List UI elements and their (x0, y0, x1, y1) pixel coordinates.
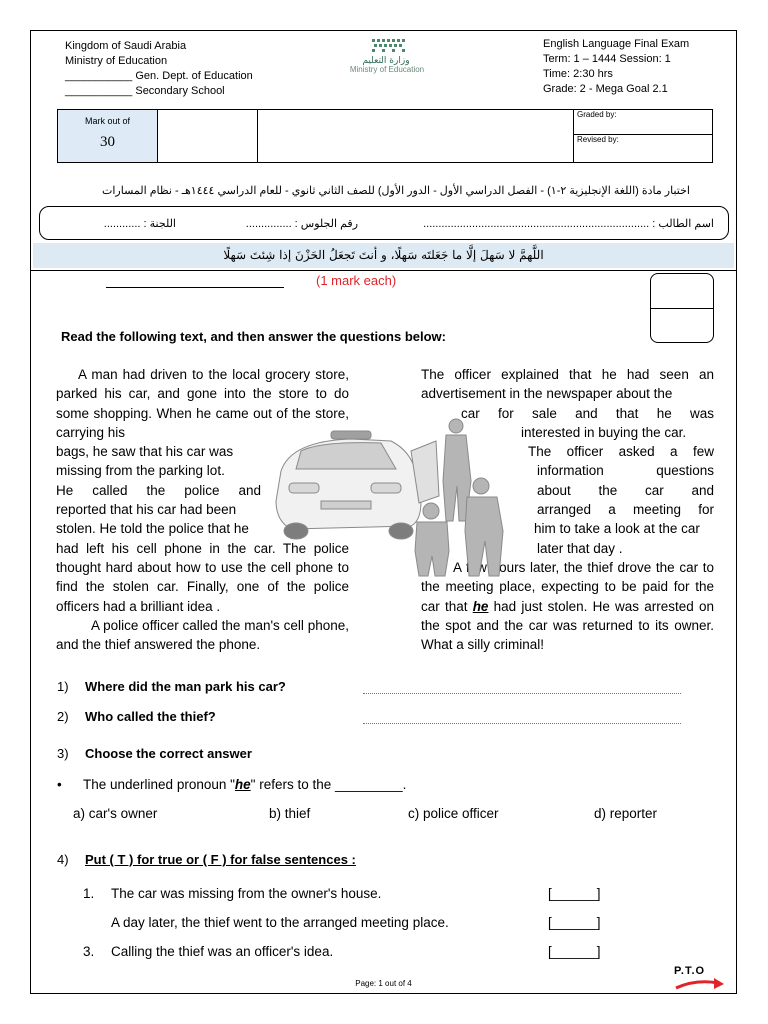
q3-options (31, 806, 736, 826)
seat-number-field[interactable]: رقم الجلوس : ............... (245, 218, 358, 230)
tf-text: A day later, the thief went to the arranged meeting place. (111, 915, 449, 930)
passage-line: reported that his car had been (56, 502, 237, 518)
exam-title: English Language Final Exam (543, 38, 690, 50)
q3-number: 3) (57, 746, 69, 761)
q1-number: 1) (57, 679, 69, 694)
graded-by[interactable]: Graded by: (574, 110, 712, 135)
q2-number: 2) (57, 709, 69, 724)
passage-para: A man had driven to the local grocery store, parked his car, and gone into the store to do some shopping. When he came out of the store, carrying his (56, 367, 349, 440)
grader-cells (574, 110, 712, 162)
pto-text: P.T.O (674, 965, 706, 977)
passage-line: about the car and (537, 482, 714, 498)
q4-text: Put ( T ) for true or ( F ) for false sentences : (85, 852, 356, 867)
q3-stem-post: " refers to the _________. (250, 777, 407, 792)
committee-field[interactable]: اللجنة : ............ (103, 218, 176, 230)
option-d[interactable]: d) reporter (594, 806, 658, 821)
tf-answer-bracket[interactable]: [______] (548, 886, 601, 901)
ministry-line: Ministry of Education (65, 55, 168, 67)
pto-marker (674, 965, 726, 994)
revised-by[interactable]: Revised by: (577, 135, 619, 144)
score-cell-2[interactable] (258, 110, 574, 162)
student-info-box (39, 206, 729, 240)
q3-text: Choose the correct answer (85, 746, 252, 761)
tf-answer-bracket[interactable]: [______] (548, 915, 601, 930)
passage-line: stolen. He told the police that he (56, 521, 249, 537)
q3-stem (57, 777, 406, 792)
question-1 (57, 679, 286, 694)
dua-banner: اللَّهمَّ لا سَهلَ إلَّا ما جَعَلتَه سَهلًا، و أنتَ تَجعَلُ الحَزْنَ إذا شِئتَ سَهلًا (33, 243, 734, 268)
tf-number: 3. (83, 944, 95, 959)
score-cell-1[interactable] (158, 110, 258, 162)
tf-text: Calling the thief was an officer's idea. (111, 944, 334, 959)
total-mark: 30 (100, 134, 115, 150)
q2-answer-line[interactable] (363, 723, 681, 724)
student-name-field[interactable]: اسم الطالب : .......................................................................... (423, 218, 714, 230)
tf-item-2 (83, 915, 723, 935)
passage-line: He called the police and (56, 482, 261, 498)
police-car-illustration (261, 411, 531, 581)
term-session: Term: 1 – 1444 Session: 1 (543, 53, 671, 65)
q3-stem-pre: The underlined pronoun " (83, 777, 235, 792)
exam-page (30, 30, 737, 994)
passage-line: interested in buying the car. (521, 424, 687, 440)
question-2 (57, 709, 216, 724)
page-number: Page: 1 out of 4 (355, 979, 412, 988)
underlined-pronoun: he (472, 598, 489, 614)
passage-line: information questions (537, 463, 714, 479)
option-b[interactable]: b) thief (269, 806, 311, 821)
svg-text:وزارة التعليم: وزارة التعليم (362, 56, 410, 66)
arabic-exam-title: اختبار مادة (اللغة الإنجليزية ٢-١) - الفصل الدراسي الأول - الدور الأول) للصف الثاني ثانوي - للعام الدراسي ١٤٤٤هـ - نظام المسارات (102, 185, 690, 197)
tf-answer-bracket[interactable]: [______] (548, 944, 601, 959)
kingdom-line: Kingdom of Saudi Arabia (65, 40, 187, 52)
tf-item-3 (83, 944, 723, 964)
reading-instruction: Read the following text, and then answer the questions below: (61, 329, 446, 344)
logo-caption: Ministry of Education (349, 65, 425, 74)
grade-line: Grade: 2 - Mega Goal 2.1 (543, 83, 668, 95)
mark-out-of-label: Mark out of (84, 116, 131, 126)
school-line: ___________ Secondary School (65, 85, 225, 97)
passage-line: bags, he saw that his car was (56, 444, 234, 460)
passage-para: A police officer called the man's cell phone, and the thief answered the phone. (56, 617, 349, 653)
mark-each-note: (1 mark each) (316, 273, 397, 288)
header-right (543, 37, 689, 97)
question-4 (57, 852, 356, 867)
q4-number: 4) (57, 852, 69, 867)
dept-line: ___________ Gen. Dept. of Education (65, 70, 253, 82)
tf-number: 1. (83, 886, 95, 901)
q1-answer-line[interactable] (363, 693, 681, 694)
q2-text: Who called the thief? (85, 709, 216, 724)
mark-out-of-cell (58, 110, 158, 162)
passage-para: The officer explained that he had seen an advertisement in the newspaper about the (421, 367, 714, 402)
option-a[interactable]: a) car's owner (73, 806, 158, 821)
passage-text: A few hours later, the thief drove the car to the meeting place, expecting to be paid for the car that (421, 559, 714, 614)
option-c[interactable]: c) police officer (408, 806, 499, 821)
passage-line: arranged a meeting for (537, 502, 714, 518)
passage-line: The officer asked a few (528, 444, 714, 460)
exam-time: Time: 2:30 hrs (543, 68, 613, 80)
passage-line: car for sale and that he was (461, 405, 714, 421)
q1-text: Where did the man park his car? (85, 679, 286, 694)
passage-line: later that day . (537, 540, 623, 556)
passage-line: him to take a look at the car (534, 521, 700, 537)
ministry-logo (336, 37, 436, 83)
passage-para: had left his cell phone in the car. The police thought hard about how to use the cell phone to find the stolen car. Finally, one of the police officers had a brilliant idea . (56, 540, 349, 614)
header-left (65, 39, 253, 99)
bullet: • (57, 777, 62, 792)
arrow-right-icon (674, 977, 726, 991)
tf-item-1 (83, 886, 723, 906)
q3-pronoun: he (234, 777, 251, 792)
question-3 (57, 746, 252, 761)
passage-text: had just stolen. He was arrested on the spot and the car was returned to its owner. What a silly criminal! (421, 598, 714, 653)
marks-table (57, 109, 713, 163)
section-score-box[interactable] (650, 273, 714, 343)
divider (31, 270, 736, 271)
section-title-blank (106, 287, 284, 288)
passage-line: missing from the parking lot. (56, 463, 225, 479)
tf-text: The car was missing from the owner's house. (111, 886, 382, 901)
